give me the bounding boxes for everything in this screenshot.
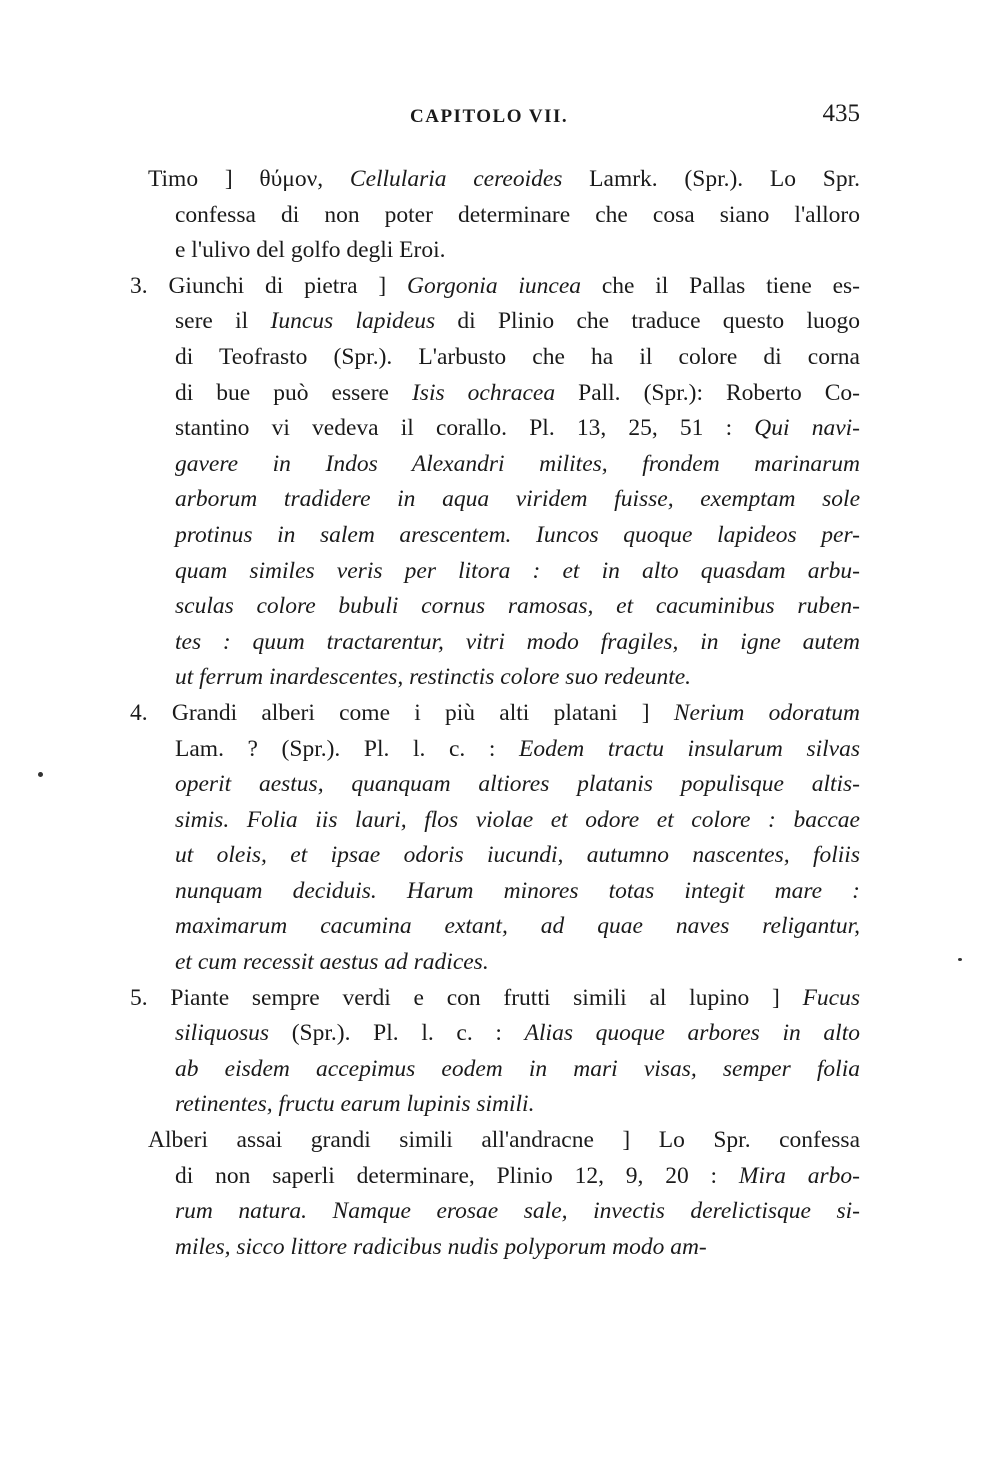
text-line [130, 874, 860, 910]
roman-text: Timo ] θύμον, [148, 166, 350, 192]
note-item-3 [130, 269, 860, 696]
text-line [130, 732, 860, 768]
text-line [130, 447, 860, 483]
italic-text: tes : quum tractarentur, vitri modo fragiles, in igne autem [175, 628, 860, 655]
text-line [130, 554, 860, 590]
roman-text: Lam. ? (Spr.). Pl. l. c. : [175, 735, 519, 762]
roman-text: confessa di non poter determinare che cosa siano l'alloro [175, 201, 860, 228]
italic-text: retinentes, fructu earum lupinis simili. [175, 1091, 535, 1118]
text-line [130, 340, 860, 376]
text-line [130, 1087, 860, 1123]
italic-text: ut ferrum inardescentes, restinctis colore suo redeunte. [175, 664, 692, 691]
roman-text: che il Pallas tiene es- [581, 272, 861, 299]
italic-text: simis. Folia iis lauri, flos violae et odore et colore : baccae [175, 806, 860, 833]
text-line [130, 1123, 860, 1159]
italic-text: Mira arbo- [738, 1162, 860, 1189]
page-number: 435 [822, 100, 860, 127]
roman-text: Lamrk. (Spr.). Lo Spr. [562, 166, 860, 192]
print-speck [38, 772, 43, 777]
text-line [130, 589, 860, 625]
italic-text: Gorgonia iuncea [407, 272, 582, 299]
italic-text: ut oleis, et ipsae odoris iucundi, autumno nascentes, foliis [175, 842, 860, 869]
roman-text: (Spr.). Pl. l. c. : [269, 1020, 525, 1047]
roman-text: 4. Grandi alberi come i più alti platani ] [130, 699, 674, 726]
text-line [130, 803, 860, 839]
text-line [130, 660, 860, 696]
italic-text: gavere in Indos Alexandri milites, frondem marinarum [175, 450, 860, 477]
text-line [130, 482, 860, 518]
note-timo [130, 162, 860, 269]
text-line [130, 767, 860, 803]
text-line [130, 518, 860, 554]
italic-text: operit aestus, quanquam altiores platanis populisque altis- [175, 771, 860, 798]
note-item-5 [130, 981, 860, 1123]
roman-text: di Plinio che traduce questo luogo [435, 308, 860, 335]
italic-text: Fucus [802, 984, 860, 1011]
italic-text: miles, sicco littore radicibus nudis polyporum modo am- [175, 1233, 707, 1260]
text-line [130, 162, 860, 198]
italic-text: Alias quoque arbores in alto [524, 1020, 860, 1047]
text-line [130, 233, 860, 269]
italic-text: et cum recessit aestus ad radices. [175, 949, 489, 976]
note-alberi [130, 1123, 860, 1265]
text-line [130, 1016, 860, 1052]
roman-text: Alberi assai grandi simili all'andracne ] Lo Spr. confessa [148, 1127, 860, 1154]
italic-text: Qui navi- [754, 415, 860, 442]
roman-text: e l'ulivo del golfo degli Eroi. [175, 237, 446, 264]
text-line [130, 376, 860, 412]
roman-text: di Teofrasto (Spr.). L'arbusto che ha il colore di corna [175, 343, 860, 370]
italic-text: Iuncus lapideus [270, 308, 436, 335]
text-line [130, 269, 860, 305]
roman-text: stantino vi vedeva il corallo. Pl. 13, 25, 51 : [175, 415, 755, 442]
running-head: CAPITOLO VII. [410, 106, 569, 127]
roman-text: Pall. (Spr.): Roberto Co- [555, 379, 860, 406]
italic-text: Nerium odoratum [673, 699, 860, 726]
text-line [130, 1159, 860, 1195]
text-line [130, 1194, 860, 1230]
note-item-4 [130, 696, 860, 981]
italic-text: sculas colore bubuli cornus ramosas, et cacuminibus ruben- [175, 593, 860, 620]
print-speck [958, 958, 962, 961]
text-line [130, 625, 860, 661]
page-body [130, 162, 860, 1265]
text-line [130, 909, 860, 945]
text-line [130, 411, 860, 447]
italic-text: Eodem tractu insularum silvas [518, 735, 860, 762]
page-header [130, 100, 860, 136]
text-line [130, 1052, 860, 1088]
text-line [130, 304, 860, 340]
italic-text: Isis ochracea [411, 379, 556, 406]
text-line [130, 198, 860, 234]
italic-text: rum natura. Namque erosae sale, invectis derelictisque si- [175, 1198, 860, 1225]
italic-text: ab eisdem accepimus eodem in mari visas, semper folia [175, 1055, 860, 1082]
text-line [130, 981, 860, 1017]
italic-text: maximarum cacumina extant, ad quae naves religantur, [175, 913, 860, 940]
roman-text: di non saperli determinare, Plinio 12, 9, 20 : [175, 1162, 739, 1189]
roman-text: 3. Giunchi di pietra ] [130, 272, 408, 299]
text-line [130, 1230, 860, 1266]
roman-text: di bue può essere [175, 379, 412, 406]
roman-text: sere il [175, 308, 271, 335]
roman-text: 5. Piante sempre verdi e con frutti simili al lupino ] [130, 984, 803, 1011]
italic-text: Cellularia cereoides [349, 166, 563, 192]
text-line [130, 945, 860, 981]
italic-text: nunquam deciduis. Harum minores totas integit mare : [175, 877, 860, 904]
text-line [130, 838, 860, 874]
italic-text: quam similes veris per litora : et in alto quasdam arbu- [175, 557, 860, 584]
italic-text: arborum tradidere in aqua viridem fuisse, exemptam sole [175, 486, 860, 513]
italic-text: siliquosus [175, 1020, 270, 1047]
text-line [130, 696, 860, 732]
italic-text: protinus in salem arescentem. Iuncos quoque lapideos per- [175, 521, 860, 548]
